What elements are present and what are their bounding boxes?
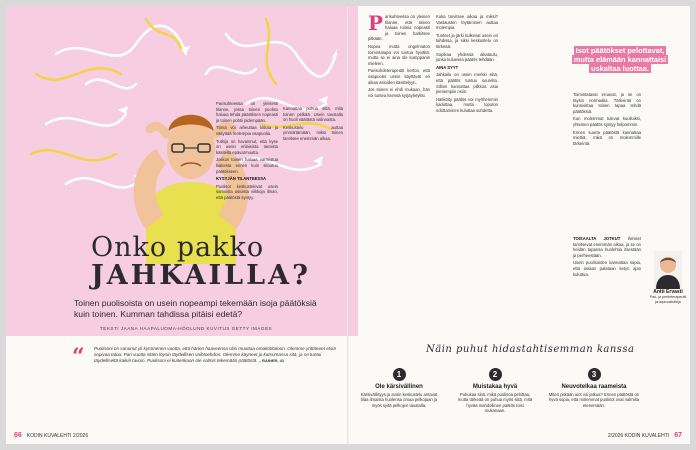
body-column-b [283,106,343,144]
headline-line-1: Onko pakko [91,232,265,263]
folio-label: 2/2026 KODIN KUVALEHTI [607,433,670,439]
yellow-arrow [266,19,276,84]
tip-description: Puhukaa siitä, mikä puolisoa pelottaa, mutta tärkeää on puhua myös siitä, mitä hyvää mahdollinen päätös toisi mukanaan. [457,392,533,414]
paragraph: Jos toinen ei ehdi mukaan, hän voi tuntea itsensä syrjäytetyksi. [368,87,430,98]
folio-left [14,432,88,439]
pull-quote [570,46,670,73]
paragraph: Keskustelu auttaa ymmärtämään, miksi toinen tarvitsee enemmän aikaa. [283,124,343,141]
arrow-path [46,114,126,126]
paragraph: Parisuhdeterapeutti kertoo, että osapuolet usein käyttävät eri aikaa asioiden käsittelyyn. [368,68,430,85]
paragraph: Usein puolisoiden kannattaa sopia, että asiaan palataan tietyn ajan kuluttua. [573,260,641,277]
paragraph: TOISAALTA JOTKUT ihmiset tarvitsevat enemmän aikaa, ja se on heidän tapansa huolehtia itsestään ja perheestään. [573,236,641,258]
subheading: TOISAALTA JOTKUT [573,236,621,241]
yellow-arrow [36,68,121,80]
paragraph: Ennen suurta päätöstä kannattaa miettiä, mikä on molemmille tärkeintä. [573,129,641,146]
tip-number: 3 [588,368,601,381]
magazine-spread [6,6,690,444]
arrowhead [313,156,323,164]
author-box [648,251,688,304]
paragraph: Nopea mutta ongelmaton toimintatapa voi tuntua hyvältä, mutta se ei aina ole kumppanin mieleen. [368,43,430,66]
quote-mark-icon: “ [72,344,85,370]
avatar [654,251,682,289]
deck-text: Toinen puolisoista on usein nopeampi tekemään isoja päätöksiä kuin toinen. Kumman tahdissa pitäisi edetä? [74,298,317,319]
tip-description: Kärsivällisyys ja avoin keskustelu antavat tilaa ilmaista huolensa omaa pelkojaan ja myös syitä pelkojen taustalla. [360,392,438,408]
paragraph: Kuka tarvitsee aikaa ja miksi? Vastausten löytäminen auttaa molempia. [436,14,498,31]
paragraph: Tämä voi aiheuttaa kitkaa ja väsyttää molempia osapuolia. [216,125,278,136]
subheading: KYSYJÄN TILANTEESSA [216,176,267,182]
folio-label: KODIN KUVALEHTI 2/2026 [26,433,89,439]
body-column-a [216,101,278,203]
pull-quote-text: Isot päätökset pelottavat, mutta elämään kannattaisi uskaltaa luottaa. [573,46,667,73]
author-name: Antti Ervasti [653,289,683,295]
paragraph: Parisuhteessa on yleisesti tilanne, jossa toinen puoliso haluaa tehdä päätöksen nopeasti ja toinen pohtii pidempään. [216,101,278,123]
arrow-path [66,178,141,187]
paragraph: Toimintatavat eroavat, ja se on täysin normaalia. Tärkeintä on kunnioittaa toisen tapaa tehdä päätöksiä. [573,92,641,114]
paragraph: Jahkailu on usein merkki siitä, että päätös tuntuu suurelta. Silloin kannattaa pilkkoa asia pienempiin osiin. [436,72,498,95]
body-column-3 [573,92,641,148]
quote-source: – RAINER, 41 [258,358,285,364]
body-column-1 [368,11,430,100]
arrowhead [318,96,328,104]
yellow-arrow [31,150,116,160]
paragraph: Hätiköity päätös voi myöhemmin kaduttaa, mutta loputon odottaminen kuluttaa suhdetta. [436,96,498,113]
paragraph: Tunteet ja järki kulkevat usein eri tahdissa, ja siksi keskustelu on tärkeää. [436,32,498,49]
page-number: 66 [14,432,22,439]
byline: TEKSTI JAANA HAAPALUOMA-HÖGLUND KUVITUS GETTY IMAGES [100,326,273,331]
quote-text: Puolisoni on sanonut yli kymmenen vuotta, että hänen haaveensa olisi muuttaa omakotitaloon. Olemme yrittäneet etsiä sopivaa taloa. Pari vuotta sitten löysin täydellisen vaihtoehdon. Olemme käyneet jo katsomassa sitä, ja se tuntui täydelliseltä kaikin tavoin. Puolisoni ei kuitenkaan ole valmis tekemään päätöstä. [94,346,336,364]
page-number: 67 [674,432,682,439]
reader-quote [94,346,338,365]
tip-1 [360,368,438,408]
paragraph: Kannattaa puhua siitä, mitä toinen pelkää. Usein taustalla on huoli väärästä valinnasta. [283,106,343,123]
arrowhead [118,106,128,114]
tip-3 [548,368,640,408]
paragraph: Joskus toinen haluaa varmistua kaikesta ennen kuin sitoutuu päätökseen. [216,157,278,174]
arrow-path [56,26,186,56]
paragraph: Parisuhteessa on yleinen tilanne, että toinen haluaa toimia nopeasti ja toinen harkitsee pitkään. [368,11,430,42]
tip-2 [456,368,534,414]
tip-number: 2 [489,368,502,381]
paragraph: Kun molemmat tulevat kuulluiksi, yhteinen päätös syntyy helpommin. [573,116,641,127]
tip-title: Muistakaa hyvä [472,384,518,390]
headline-line-2: JAHKAILLA? [91,260,311,291]
body-column-4 [573,236,641,279]
tip-number: 1 [393,368,406,381]
drop-cap: P [368,11,384,35]
headline [91,234,311,290]
body-column-2 [436,14,498,116]
tip-title: Neuvotelkaa raameista [561,384,627,390]
folio-right [608,432,682,439]
subheading: AINA SYYT [436,64,459,70]
tip-description: Miten pitkään aiot voi jatkua? Ennen päätöstä on hyvä sopia, että molemmat puolisot ovat valmiita etenemään. [548,392,640,408]
arrow-path [206,67,256,74]
paragraph: Tutkija on havainnut, että kyse on usein erilaisista tavoista käsitellä epävarmuutta. [216,138,278,155]
right-page [348,6,690,444]
arrow-path [86,80,136,89]
author-portrait [654,251,682,289]
left-page [6,6,348,444]
paragraph: Sopikaa yhdessä aikataulu, jonka kuluessa päätös tehdään. [436,51,498,63]
author-description: Pari- ja perheterapeutti ja lapsuustutkija [649,295,687,304]
tip-title: Ole kärsivällinen [375,384,423,390]
paragraph: Puolisot keskustelevat usein samoista asioista viikkoja ilman, että päätöstä syntyy. [216,183,278,200]
tips-title: Näin puhut hidastahtisemman kanssa [426,344,635,355]
arrow-path [226,34,336,77]
